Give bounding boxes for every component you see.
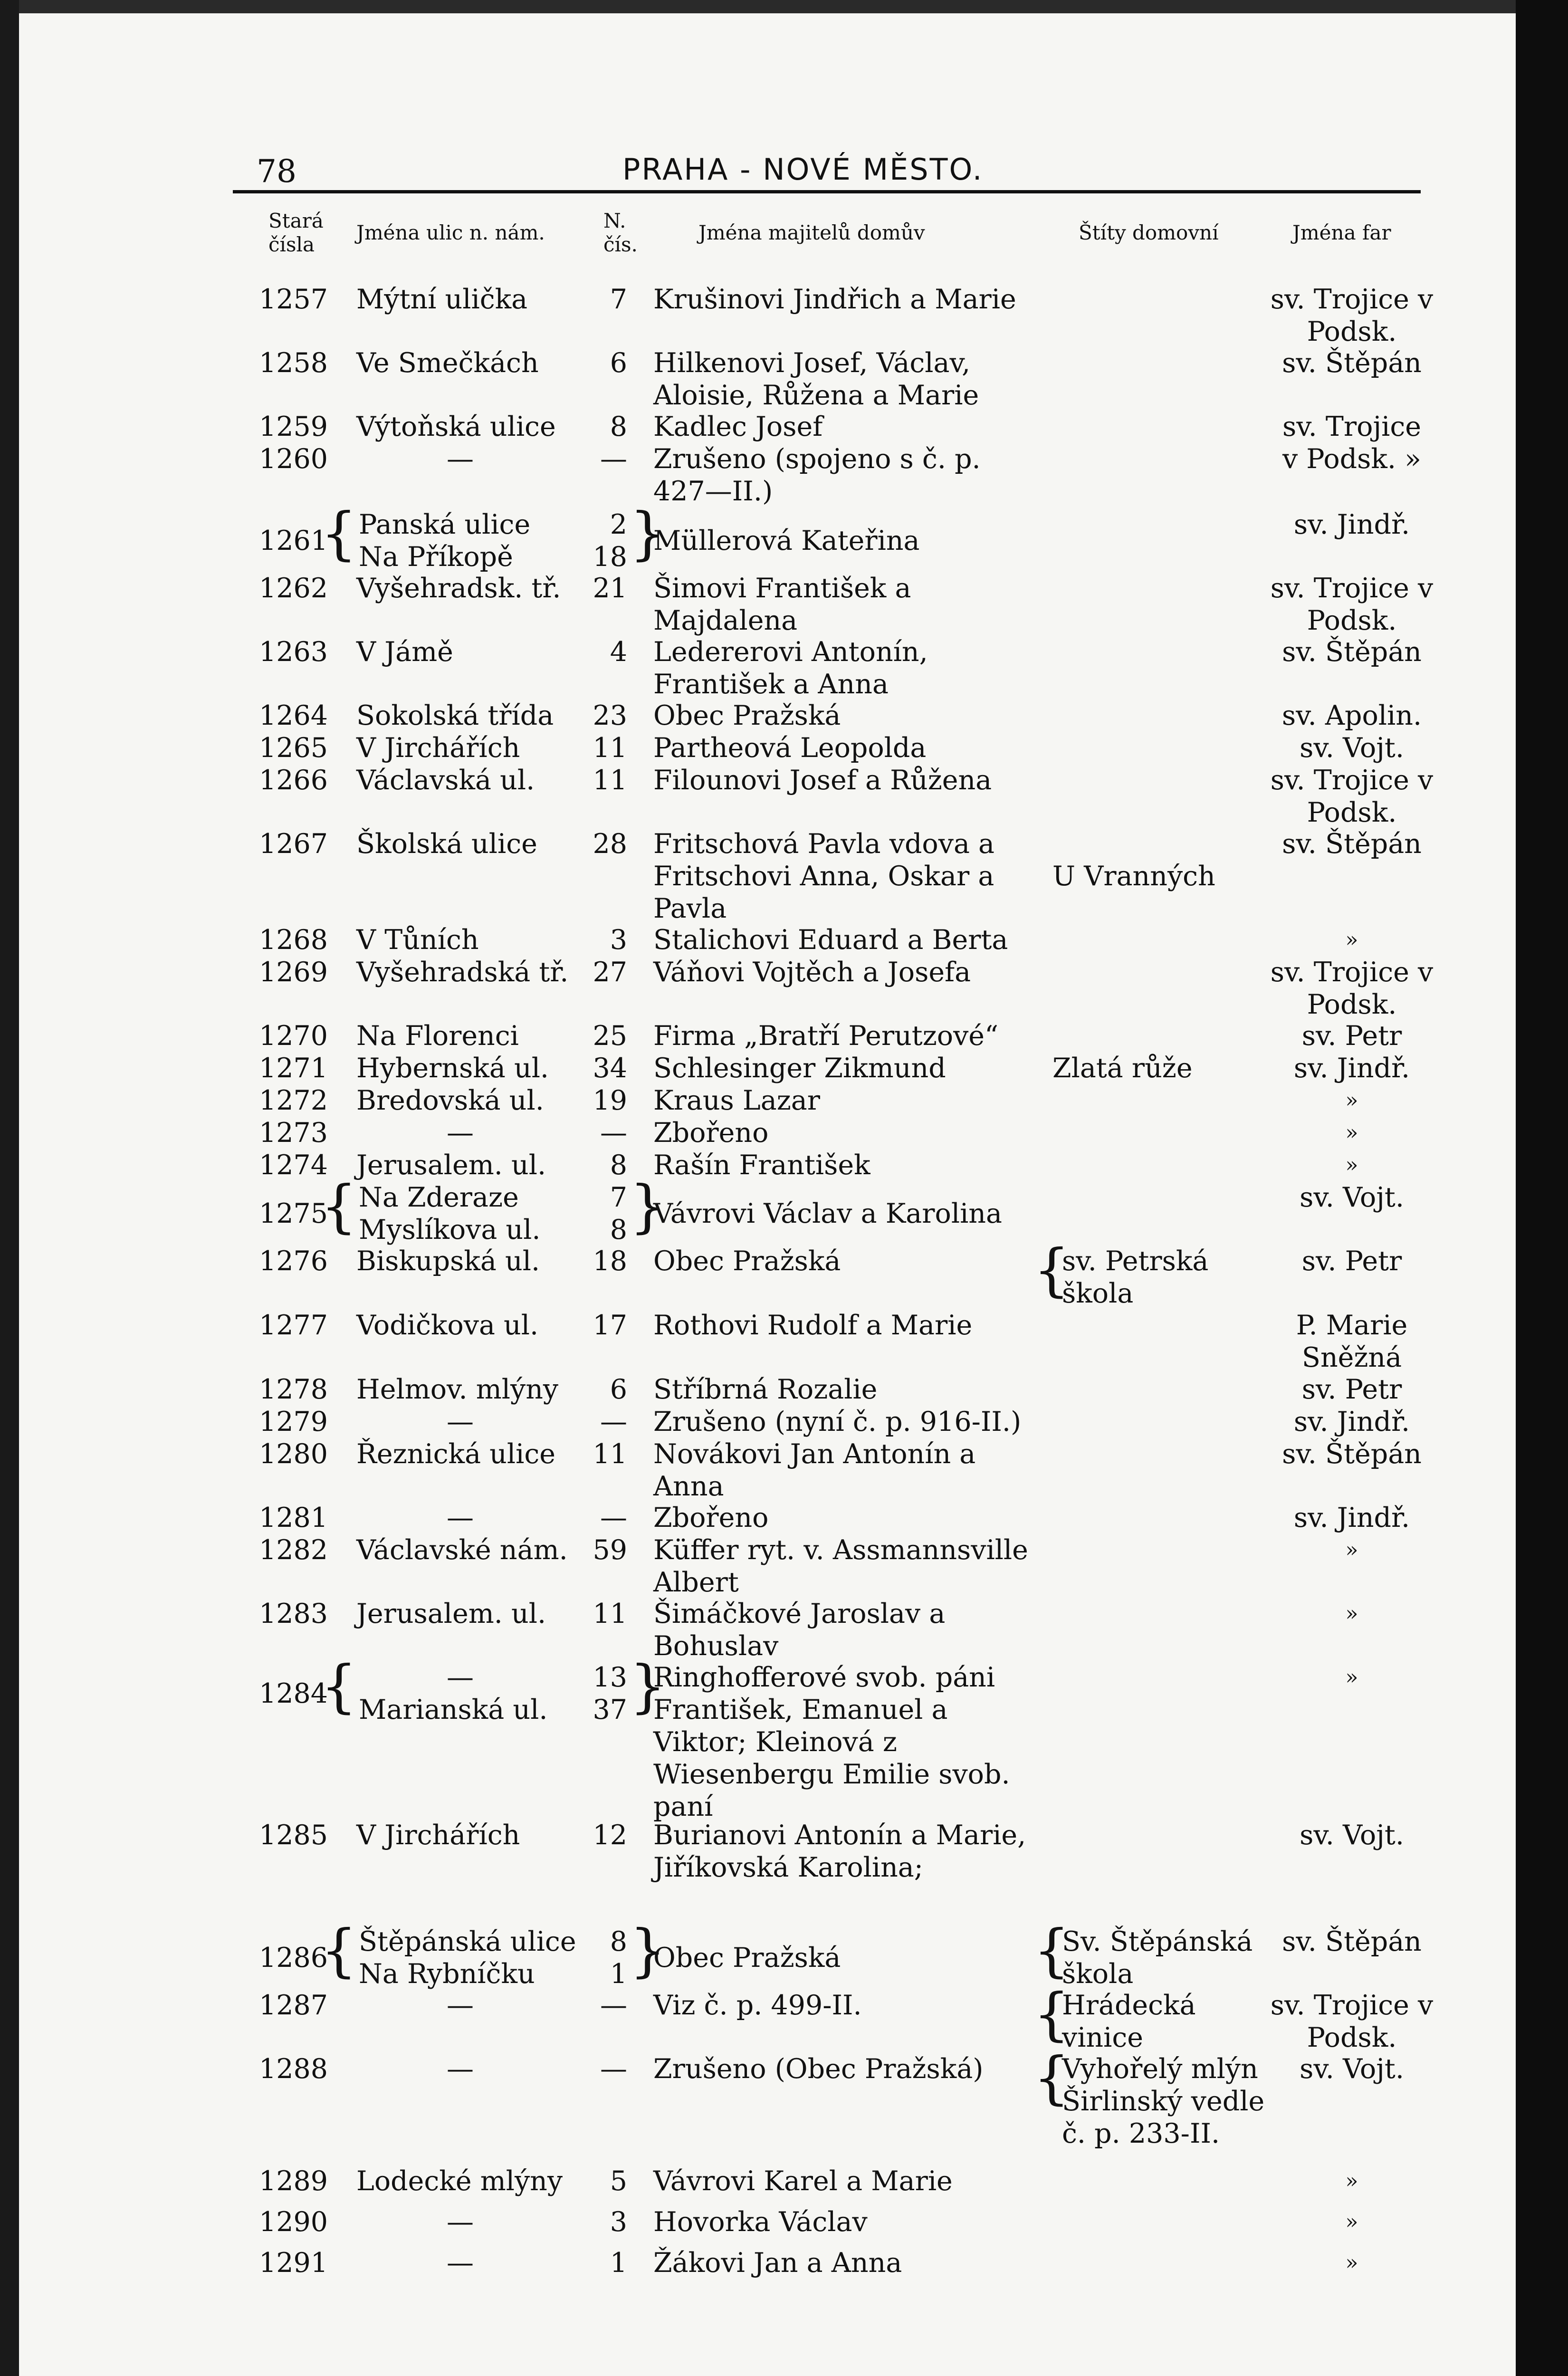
owner-name: Rašín František <box>653 1150 870 1181</box>
old-number: 1286 <box>259 1942 328 1974</box>
house-number: 6 <box>610 1374 627 1405</box>
old-number: 1281 <box>259 1502 328 1533</box>
owner-name: Zrušeno (spojeno s č. p. 427—II.) <box>653 443 981 507</box>
street-name: V Jirchářích <box>356 732 520 764</box>
brace-sign: { <box>1033 2045 1070 2111</box>
house-number: 11 <box>593 1598 627 1629</box>
owner-name: Stříbrná Rozalie <box>653 1374 878 1405</box>
old-number: 1273 <box>259 1117 328 1149</box>
parish-name: sv. Vojt. <box>1300 732 1404 764</box>
house-number: 8 <box>610 1150 627 1181</box>
owner-name: Partheová Leopolda <box>653 732 927 764</box>
house-sign: Sv. Štěpánská škola <box>1062 1926 1253 1990</box>
owner-name: Šimáčkové Jaroslav a Bohuslav <box>653 1598 946 1662</box>
col-house-signs: Štíty domovní <box>1079 221 1219 244</box>
parish-name: » <box>1345 2251 1358 2275</box>
old-number: 1263 <box>259 636 328 668</box>
owner-name: Viz č. p. 499-II. <box>653 1990 862 2021</box>
owner-name: Zrušeno (Obec Pražská) <box>653 2053 984 2085</box>
house-number: 13 <box>593 1662 627 1693</box>
old-number: 1278 <box>259 1374 328 1405</box>
parish-name: sv. Jindř. <box>1293 509 1410 540</box>
old-number: 1258 <box>259 347 328 379</box>
owner-name: Firma „Bratří Perutzové“ <box>653 1020 999 1052</box>
owner-name: Hovorka Václav <box>653 2206 868 2238</box>
street-name: Mýtní ulička <box>356 284 528 315</box>
street-name: Na Zderaze <box>359 1182 519 1213</box>
house-number: 17 <box>593 1310 627 1341</box>
house-number: 27 <box>593 957 627 988</box>
owner-name: Vávrovi Václav a Karolina <box>653 1198 1002 1229</box>
parish-name: » <box>1345 1538 1358 1562</box>
house-number: 3 <box>610 924 627 956</box>
owner-name: Ringhofferové svob. páni František, Emanuel a Viktor; Kleinová z Wiesenbergu Emilie svob. paní <box>653 1662 1010 1822</box>
house-number: 8 <box>610 1926 627 1957</box>
brace-right: } <box>630 501 666 567</box>
street-name: Sokolská třída <box>356 700 554 731</box>
parish-name: » <box>1345 1121 1358 1145</box>
owner-name: Zbořeno <box>653 1502 769 1533</box>
old-number: 1261 <box>259 525 328 556</box>
old-number: 1265 <box>259 732 328 764</box>
street-name: — <box>447 1406 474 1437</box>
old-number: 1260 <box>259 443 328 475</box>
old-number: 1289 <box>259 2165 328 2197</box>
house-number: — <box>600 1406 627 1437</box>
house-number: — <box>600 1990 627 2021</box>
parish-name: » <box>1345 2169 1358 2193</box>
house-sign: Zlatá růže <box>1052 1053 1193 1084</box>
owner-name: Rothovi Rudolf a Marie <box>653 1310 973 1341</box>
house-number: 11 <box>593 732 627 764</box>
old-number: 1267 <box>259 828 328 860</box>
old-number: 1270 <box>259 1020 328 1052</box>
page-number: 78 <box>257 153 296 190</box>
house-number: 37 <box>593 1694 627 1725</box>
col-old-numbers: Stará čísla <box>268 209 324 256</box>
brace-left: { <box>321 1174 357 1240</box>
owner-name: Kadlec Josef <box>653 411 823 442</box>
col-new-numbers: N. čís. <box>603 209 638 256</box>
scan-border-right <box>1516 0 1568 2376</box>
house-number: 2 <box>610 509 627 540</box>
house-number: 34 <box>593 1053 627 1084</box>
house-number: — <box>600 443 627 475</box>
old-number: 1290 <box>259 2206 328 2238</box>
parish-name: sv. Trojice v Podsk. <box>1270 1990 1434 2053</box>
owner-name: Kraus Lazar <box>653 1085 820 1116</box>
parish-name: sv. Štěpán <box>1282 1438 1422 1470</box>
owner-name: Krušinovi Jindřich a Marie <box>653 284 1016 315</box>
street-name: — <box>447 2247 474 2279</box>
parish-name: » <box>1345 1153 1358 1177</box>
parish-name: sv. Trojice v Podsk. <box>1270 957 1434 1020</box>
parish-name: sv. Trojice v Podsk. <box>1270 573 1434 636</box>
street-name: Štěpánská ulice <box>359 1926 576 1957</box>
house-number: 59 <box>593 1534 627 1566</box>
brace-left: { <box>321 1654 357 1720</box>
street-name: Biskupská ul. <box>356 1245 540 1277</box>
house-number: 5 <box>610 2165 627 2197</box>
street-name: Ve Smečkách <box>356 347 539 379</box>
house-number: 1 <box>610 2247 627 2279</box>
house-sign: Hrádecká vinice <box>1062 1990 1196 2053</box>
street-name: Řeznická ulice <box>356 1438 556 1470</box>
old-number: 1274 <box>259 1150 328 1181</box>
street-name: Marianská ul. <box>359 1694 548 1725</box>
house-number: 4 <box>610 636 627 668</box>
owner-name: Šimovi František a Majdalena <box>653 573 911 636</box>
parish-name: sv. Petr <box>1301 1374 1402 1405</box>
street-name: Hybernská ul. <box>356 1053 549 1084</box>
old-number: 1277 <box>259 1310 328 1341</box>
parish-name: » <box>1345 1665 1358 1689</box>
old-number: 1288 <box>259 2053 328 2085</box>
brace-sign: { <box>1033 1237 1070 1303</box>
house-sign: U Vranných <box>1052 861 1215 892</box>
old-number: 1280 <box>259 1438 328 1470</box>
brace-right: } <box>630 1174 666 1240</box>
street-name: Výtoňská ulice <box>356 411 556 442</box>
old-number: 1257 <box>259 284 328 315</box>
street-name: V Jámě <box>356 636 453 668</box>
old-number: 1284 <box>259 1678 328 1709</box>
owner-name: Stalichovi Eduard a Berta <box>653 924 1008 956</box>
old-number: 1262 <box>259 573 328 604</box>
old-number: 1283 <box>259 1598 328 1629</box>
col-streets: Jména ulic n. nám. <box>356 221 545 244</box>
house-number: — <box>600 1117 627 1149</box>
owner-name: Zrušeno (nyní č. p. 916-II.) <box>653 1406 1022 1437</box>
house-number: 8 <box>610 1214 627 1245</box>
parish-name: sv. Jindř. <box>1293 1053 1410 1084</box>
street-name: V Jirchářích <box>356 1820 520 1851</box>
owner-name: Ledererovi Antonín, František a Anna <box>653 636 928 700</box>
house-sign: sv. Petrská škola <box>1062 1245 1209 1309</box>
parish-name: » <box>1345 928 1358 952</box>
owner-name: Žákovi Jan a Anna <box>653 2247 902 2279</box>
parish-name: sv. Jindř. <box>1293 1406 1410 1437</box>
owner-name: Fritschová Pavla vdova a Fritschovi Anna, Oskar a Pavla <box>653 828 995 924</box>
scan-border-left <box>0 0 19 2376</box>
parish-name: » <box>1345 2210 1358 2234</box>
old-number: 1282 <box>259 1534 328 1566</box>
street-name: — <box>447 2053 474 2085</box>
old-number: 1291 <box>259 2247 328 2279</box>
old-number: 1285 <box>259 1820 328 1851</box>
parish-name: sv. Apolin. <box>1281 700 1422 731</box>
street-name: Na Příkopě <box>359 541 513 573</box>
street-name: Vyšehradská tř. <box>356 957 569 988</box>
old-number: 1272 <box>259 1085 328 1116</box>
parish-name: sv. Trojice v Podsk. <box>1270 765 1434 828</box>
parish-name: sv. Petr <box>1301 1245 1402 1277</box>
old-number: 1266 <box>259 765 328 796</box>
parish-name: P. Marie Sněžná <box>1296 1310 1408 1373</box>
street-name: Vodičkova ul. <box>356 1310 539 1341</box>
parish-name: » <box>1345 1601 1358 1626</box>
parish-name: sv. Petr <box>1301 1020 1402 1052</box>
owner-name: Burianovi Antonín a Marie, Jiříkovská Karolina; <box>653 1820 1026 1883</box>
page-header <box>228 148 1425 191</box>
brace-sign: { <box>1033 1982 1070 2048</box>
street-name: Václavské nám. <box>356 1534 568 1566</box>
house-number: 18 <box>593 1245 627 1277</box>
owner-name: Vávrovi Karel a Marie <box>653 2165 953 2197</box>
house-number: 21 <box>593 573 627 604</box>
old-number: 1264 <box>259 700 328 731</box>
house-number: 1 <box>610 1958 627 1990</box>
brace-left: { <box>321 1918 357 1984</box>
header-rule <box>233 190 1421 193</box>
owner-name: Obec Pražská <box>653 1245 841 1277</box>
house-number: 3 <box>610 2206 627 2238</box>
owner-name: Zbořeno <box>653 1117 769 1149</box>
street-name: Myslíkova ul. <box>359 1214 541 1245</box>
owner-name: Váňovi Vojtěch a Josefa <box>653 957 971 988</box>
old-number: 1276 <box>259 1245 328 1277</box>
parish-name: sv. Štěpán <box>1282 347 1422 379</box>
street-name: Školská ulice <box>356 828 537 860</box>
street-name: Jerusalem. ul. <box>356 1150 546 1181</box>
house-sign: Vyhořelý mlýn Širlinský vedle č. p. 233-II. <box>1062 2053 1265 2149</box>
street-name: — <box>447 1990 474 2021</box>
street-name: Bredovská ul. <box>356 1085 544 1116</box>
owner-name: Hilkenovi Josef, Václav, Aloisie, Růžena a Marie <box>653 347 979 411</box>
street-name: V Tůních <box>356 924 479 956</box>
page-title: PRAHA - NOVÉ MĚSTO. <box>622 152 984 187</box>
owner-name: Küffer ryt. v. Assmannsville Albert <box>653 1534 1028 1598</box>
house-number: 6 <box>610 347 627 379</box>
house-number: 25 <box>593 1020 627 1052</box>
street-name: — <box>447 2206 474 2238</box>
owner-name: Schlesinger Zikmund <box>653 1053 946 1084</box>
house-number: 23 <box>593 700 627 731</box>
brace-right: } <box>630 1918 666 1984</box>
parish-name: sv. Vojt. <box>1300 1820 1404 1851</box>
house-number: 11 <box>593 1438 627 1470</box>
street-name: — <box>447 1662 474 1693</box>
street-name: Na Rybníčku <box>359 1958 535 1990</box>
street-name: Panská ulice <box>359 509 531 540</box>
house-number: 7 <box>610 284 627 315</box>
old-number: 1279 <box>259 1406 328 1437</box>
owner-name: Obec Pražská <box>653 700 841 731</box>
owner-name: Novákovi Jan Antonín a Anna <box>653 1438 976 1502</box>
street-name: Vyšehradsk. tř. <box>356 573 561 604</box>
old-number: 1268 <box>259 924 328 956</box>
parish-name: sv. Štěpán <box>1282 1926 1422 1957</box>
col-parishes: Jména far <box>1292 221 1391 244</box>
parish-name: sv. Trojice v Podsk. <box>1270 284 1434 347</box>
parish-name: sv. Vojt. <box>1300 1182 1404 1213</box>
house-number: — <box>600 1502 627 1533</box>
street-name: Helmov. mlýny <box>356 1374 559 1405</box>
owner-name: Obec Pražská <box>653 1942 841 1974</box>
parish-name: sv. Trojice <box>1282 411 1422 442</box>
brace-sign: { <box>1033 1918 1070 1984</box>
owner-name: Müllerová Kateřina <box>653 525 920 556</box>
owner-name: Filounovi Josef a Růžena <box>653 765 992 796</box>
old-number: 1269 <box>259 957 328 988</box>
col-owners: Jména majitelů domův <box>698 221 925 244</box>
street-name: — <box>447 1502 474 1533</box>
street-name: Jerusalem. ul. <box>356 1598 546 1629</box>
house-number: 8 <box>610 411 627 442</box>
old-number: 1287 <box>259 1990 328 2021</box>
parish-name: sv. Jindř. <box>1293 1502 1410 1533</box>
parish-name: sv. Štěpán <box>1282 636 1422 668</box>
house-number: 19 <box>593 1085 627 1116</box>
street-name: Na Florenci <box>356 1020 519 1052</box>
old-number: 1275 <box>259 1198 328 1229</box>
scan-border-top <box>0 0 1568 13</box>
parish-name: sv. Vojt. <box>1300 2053 1404 2085</box>
house-number: 28 <box>593 828 627 860</box>
house-number: 18 <box>593 541 627 573</box>
house-number: 12 <box>593 1820 627 1851</box>
street-name: Václavská ul. <box>356 765 535 796</box>
old-number: 1271 <box>259 1053 328 1084</box>
house-number: 11 <box>593 765 627 796</box>
brace-left: { <box>321 501 357 567</box>
parish-name: » <box>1345 1088 1358 1112</box>
parish-name: v Podsk. » <box>1282 443 1422 475</box>
parish-name: sv. Štěpán <box>1282 828 1422 860</box>
house-number: 7 <box>610 1182 627 1213</box>
house-number: — <box>600 2053 627 2085</box>
brace-right: } <box>630 1654 666 1720</box>
street-name: Lodecké mlýny <box>356 2165 563 2197</box>
old-number: 1259 <box>259 411 328 442</box>
street-name: — <box>447 1117 474 1149</box>
street-name: — <box>447 443 474 475</box>
